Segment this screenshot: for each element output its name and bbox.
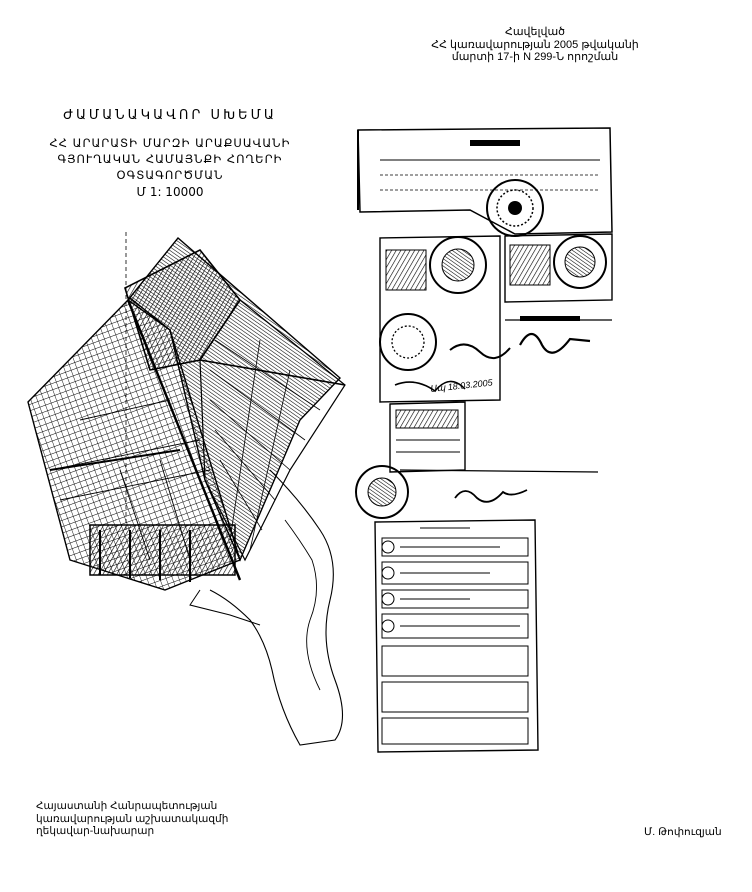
cadastral-plan	[28, 232, 345, 745]
signatory-name: Մ. Թոփուզյան	[644, 826, 722, 838]
signatory-title	[36, 800, 228, 838]
stamp-date: Ապ 18.03.2005	[429, 377, 494, 394]
map-scale: Մ 1: 10000	[136, 185, 204, 199]
signatory-line-3: ղեկավար-նախարար	[36, 825, 155, 837]
form-rows	[382, 538, 528, 744]
annex-decree-line: ՀՀ կառավարության 2005 թվականի	[431, 38, 639, 51]
seal-stamp-mid	[380, 314, 436, 370]
annex-decree-number: մարտի 17-ի N 299-Ն որոշման	[451, 51, 619, 63]
map-subtitle-region: ՀՀ ԱՐԱՐԱՏԻ ՄԱՐԶԻ ԱՐԱՔՍԱՎԱՆԻ	[49, 136, 291, 150]
seal-stamp-top	[487, 180, 543, 236]
map-title: ԺԱՄԱՆԱԿԱՎՈՐ ՍԽԵՄԱ	[63, 108, 277, 123]
annex-label: Հավելված	[504, 26, 566, 38]
map-subtitle-community: ԳՅՈՒՂԱԿԱՆ ՀԱՄԱՅՆՔԻ ՀՈՂԵՐԻ	[57, 152, 283, 166]
seal-stamp-mid-right	[554, 236, 606, 288]
seal-stamp-mid-left	[430, 237, 486, 293]
signatory-line-2: կառավարության աշխատակազմի	[36, 812, 229, 825]
signatory-line-1: Հայաստանի Հանրապետության	[36, 800, 218, 812]
stamped-documents	[356, 128, 612, 752]
seal-stamp-bottom	[356, 466, 408, 518]
map-subtitle-usage: ՕԳՏԱԳՈՐԾՄԱՆ	[116, 168, 224, 182]
